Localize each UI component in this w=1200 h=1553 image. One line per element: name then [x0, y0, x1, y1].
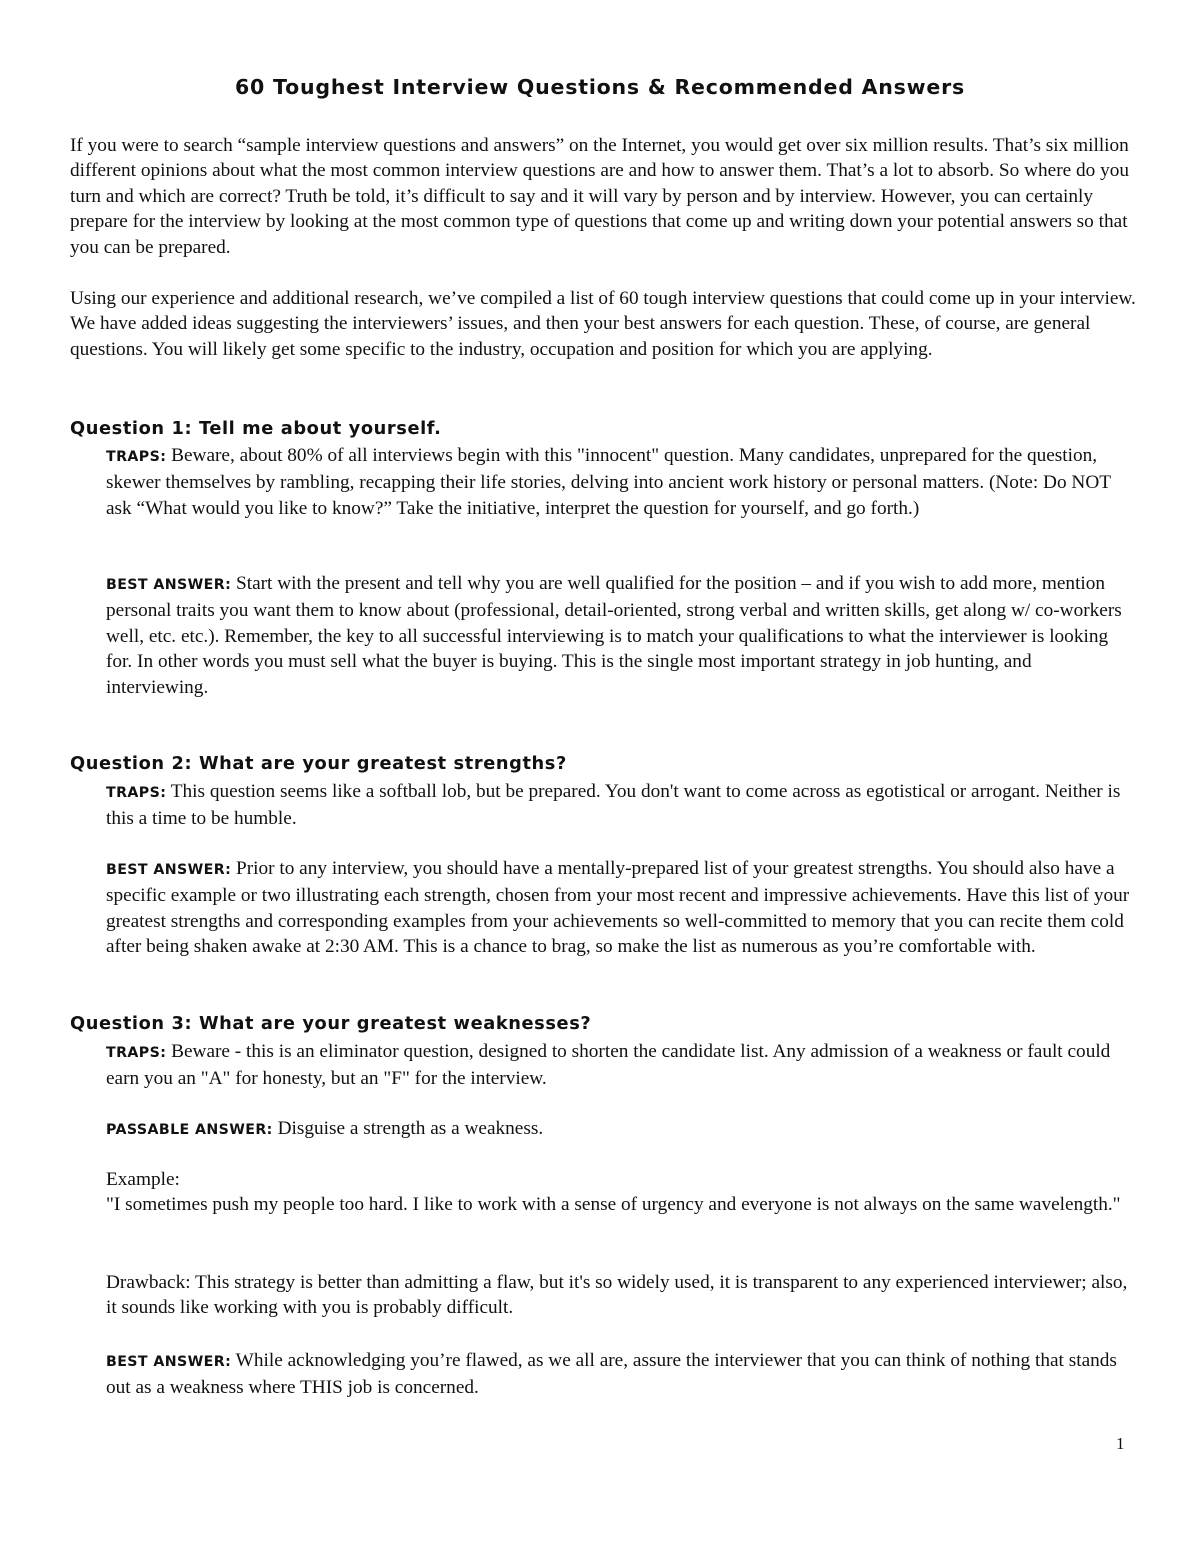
- example-text: "I sometimes push my people too hard. I like to work with a sense of urgency and everyone is not always on the same wavelength.": [106, 1194, 1121, 1216]
- traps-paragraph: [106, 779, 1136, 832]
- best-answer-label: BEST ANSWER:: [106, 577, 232, 593]
- best-answer-paragraph: [106, 1348, 1136, 1401]
- passable-answer-text: Disguise a strength as a weakness.: [277, 1118, 544, 1139]
- best-answer-paragraph: [106, 856, 1136, 960]
- traps-text: Beware - this is an eliminator question, designed to shorten the candidate list. Any admission of a weakness or fault could earn you an "A" for honesty, but an "F" for the interview.: [106, 1041, 1111, 1090]
- question-heading: Question 1: Tell me about yourself.: [70, 418, 442, 439]
- traps-text: This question seems like a softball lob, but be prepared. You don't want to come across as egotistical or arrogant. Neither is this a time to be humble.: [106, 781, 1121, 830]
- best-answer-label: BEST ANSWER:: [106, 862, 232, 878]
- document-title: 60 Toughest Interview Questions & Recommended Answers: [234, 75, 966, 99]
- best-answer-text: Start with the present and tell why you are well qualified for the position – and if you wish to add more, mention personal traits you want them to know about (professional, detail-oriented, strong verbal and written skills, get along w/ co-workers well, etc. etc.). Remember, the key to all successful interviewing is to match your qualifications to what the interviewer is looking for. In other words you must sell what the buyer is buying. This is the single most important strategy in job hunting, and interviewing.: [106, 573, 1122, 698]
- question-heading: Question 2: What are your greatest strengths?: [70, 753, 567, 774]
- traps-paragraph: [106, 443, 1136, 521]
- intro-paragraph: If you were to search “sample interview questions and answers” on the Internet, you would get over six million results. That’s six million different opinions about what the most common interview questions are and how to answer them. That’s a lot to absorb. So where do you turn and which are correct? Truth be told, it’s difficult to say and it will vary by person and by interview. However, you can certainly prepare for the interview by looking at the most common type of questions that come up and writing down your potential answers so that you can be prepared.: [70, 135, 1130, 258]
- example-paragraph: [106, 1167, 1136, 1218]
- drawback-paragraph: Drawback: This strategy is better than admitting a flaw, but it's so widely used, it is transparent to any experienced interviewer; also, it sounds like working with you is probably difficult.: [106, 1272, 1128, 1319]
- traps-label: TRAPS:: [106, 449, 167, 465]
- passable-answer-paragraph: [106, 1116, 1136, 1143]
- passable-answer-label: PASSABLE ANSWER:: [106, 1122, 273, 1138]
- traps-text: Beware, about 80% of all interviews begin with this "innocent" question. Many candidates, unprepared for the question, skewer themselves by rambling, recapping their life stories, delving into ancient work history or personal matters. (Note: Do NOT ask “What would you like to know?” Take the initiative, interpret the question for yourself, and go forth.): [106, 445, 1111, 519]
- traps-label: TRAPS:: [106, 785, 167, 801]
- best-answer-paragraph: [106, 571, 1136, 700]
- question-heading: Question 3: What are your greatest weaknesses?: [70, 1013, 592, 1034]
- traps-label: TRAPS:: [106, 1045, 167, 1061]
- page-number: 1: [1116, 1434, 1125, 1453]
- traps-paragraph: [106, 1039, 1136, 1092]
- best-answer-text: Prior to any interview, you should have a mentally-prepared list of your greatest strengths. You should also have a specific example or two illustrating each strength, chosen from your most recent and impressive achievements. Have this list of your greatest strengths and corresponding examples from your achievements so well-committed to memory that you can recite them cold after being shaken awake at 2:30 AM. This is a chance to brag, so make the list as numerous as you’re comfortable with.: [106, 858, 1130, 958]
- example-label: Example:: [106, 1169, 180, 1190]
- best-answer-label: BEST ANSWER:: [106, 1354, 232, 1370]
- intro-paragraph: Using our experience and additional research, we’ve compiled a list of 60 tough interview questions that could come up in your interview. We have added ideas suggesting the interviewers’ issues, and then your best answers for each question. These, of course, are general questions. You will likely get some specific to the industry, occupation and position for which you are applying.: [70, 288, 1136, 360]
- best-answer-text: While acknowledging you’re flawed, as we all are, assure the interviewer that you can think of nothing that stands out as a weakness where THIS job is concerned.: [106, 1350, 1117, 1399]
